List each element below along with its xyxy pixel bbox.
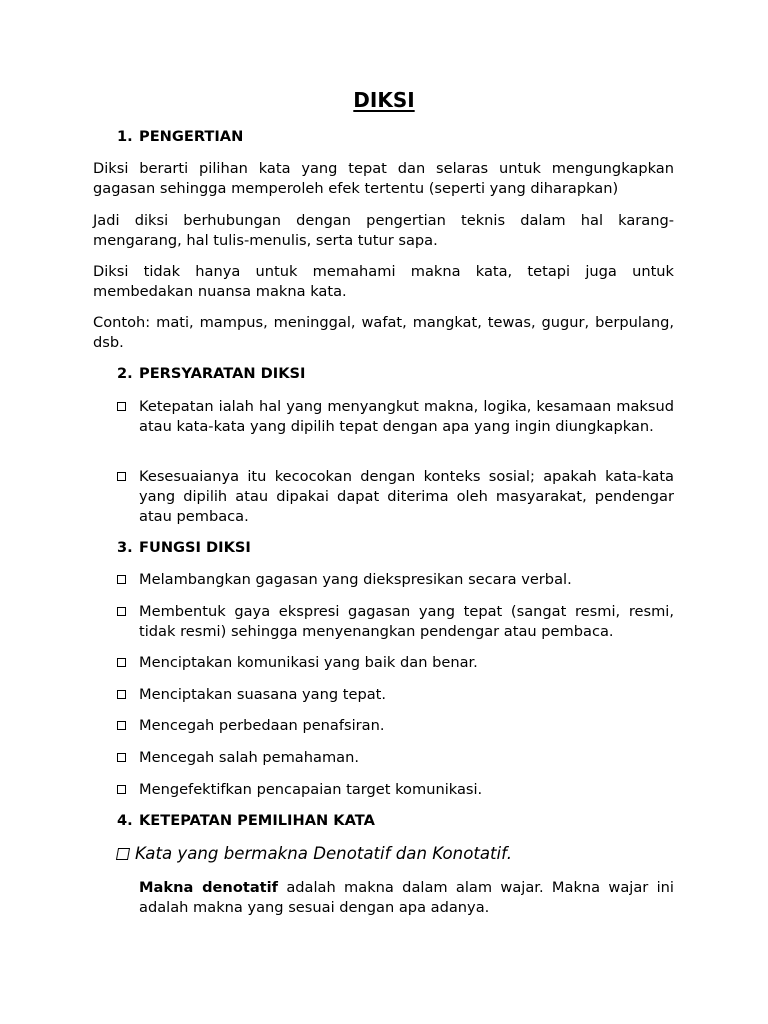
list-item <box>117 780 674 800</box>
section-heading-fungsi <box>117 538 251 558</box>
checkbox-bullet-icon <box>117 402 126 411</box>
section-heading-pengertian <box>117 127 243 147</box>
list-item-text: Menciptakan suasana yang tepat. <box>139 686 387 703</box>
section-heading-ketepatan <box>117 811 375 831</box>
list-item <box>117 748 674 768</box>
list-item-text: Membentuk gaya ekspresi gagasan yang tepat (sangat resmi, resmi, tidak resmi) sehingga menyenangkan pendengar atau pembaca. <box>139 603 674 640</box>
list-item <box>117 570 674 590</box>
section-heading-text: PENGERTIAN <box>139 128 244 145</box>
checkbox-bullet-icon <box>117 472 126 481</box>
checkbox-bullet-icon <box>117 658 126 667</box>
paragraph-definition: Diksi berarti pilihan kata yang tepat dan selaras untuk mengungkapkan gagasan sehingga memperoleh efek tertentu (seperti yang diharapkan) <box>93 160 674 197</box>
list-item <box>117 602 674 642</box>
term-makna-denotatif: Makna denotatif <box>139 879 278 896</box>
list-item-text: Mencegah perbedaan penafsiran. <box>139 717 385 734</box>
checkbox-bullet-icon <box>117 785 126 794</box>
section-number: 1. <box>117 128 133 145</box>
section-number: 4. <box>117 812 133 829</box>
list-item-text: Kesesuaianya itu kecocokan dengan konteks sosial; apakah kata-kata yang dipilih atau dipakai dapat diterima oleh masyarakat, pendengar atau pembaca. <box>139 468 674 525</box>
section-number: 3. <box>117 539 133 556</box>
checkbox-bullet-icon <box>116 848 130 860</box>
checkbox-bullet-icon <box>117 753 126 762</box>
checkbox-bullet-icon <box>117 690 126 699</box>
list-item <box>117 467 674 527</box>
document-title: DIKSI <box>353 88 415 112</box>
section-heading-text: PERSYARATAN DIKSI <box>139 365 306 382</box>
checkbox-bullet-icon <box>117 721 126 730</box>
list-item-text: Mencegah salah pemahaman. <box>139 749 359 766</box>
list-item <box>117 653 674 673</box>
section-heading-text: KETEPATAN PEMILIHAN KATA <box>139 812 375 829</box>
list-item <box>117 716 674 736</box>
sub-bullet-denotatif-konotatif <box>117 843 512 865</box>
section-heading-text: FUNGSI DIKSI <box>139 539 251 556</box>
list-item-text: Melambangkan gagasan yang diekspresikan secara verbal. <box>139 571 572 588</box>
paragraph-makna-denotatif <box>139 878 674 918</box>
list-item-text: Ketepatan ialah hal yang menyangkut makna, logika, kesamaan maksud atau kata-kata yang dipilih tepat dengan apa yang ingin diungkapkan. <box>139 398 674 435</box>
paragraph-nuance: Diksi tidak hanya untuk memahami makna kata, tetapi juga untuk membedakan nuansa makna kata. <box>93 263 674 300</box>
list-item <box>117 397 674 437</box>
list-item <box>117 685 674 705</box>
section-number: 2. <box>117 365 133 382</box>
makna-definition-text: adalah makna dalam alam wajar. Makna wajar ini adalah makna yang sesuai dengan apa adanya. <box>139 879 674 916</box>
section-heading-persyaratan <box>117 364 305 384</box>
checkbox-bullet-icon <box>117 607 126 616</box>
checkbox-bullet-icon <box>117 575 126 584</box>
paragraph-relation: Jadi diksi berhubungan dengan pengertian teknis dalam hal karang-mengarang, hal tulis-menulis, serta tutur sapa. <box>93 212 674 249</box>
list-item-text: Mengefektifkan pencapaian target komunikasi. <box>139 781 483 798</box>
sub-bullet-text: Kata yang bermakna Denotatif dan Konotatif. <box>135 844 512 863</box>
list-item-text: Menciptakan komunikasi yang baik dan benar. <box>139 654 478 671</box>
paragraph-example: Contoh: mati, mampus, meninggal, wafat, mangkat, tewas, gugur, berpulang, dsb. <box>93 314 674 351</box>
